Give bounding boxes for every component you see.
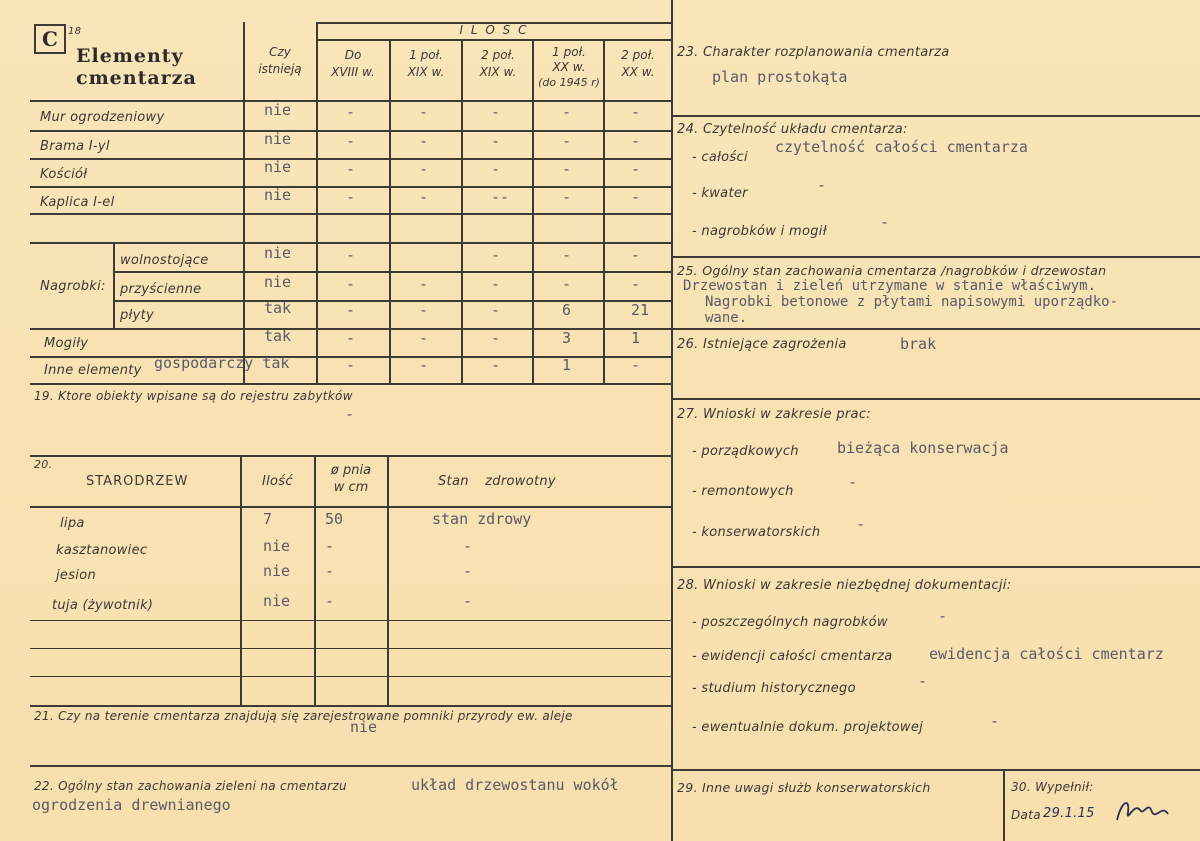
q28-label: 28. Wnioski w zakresie niezbędnej dokumentacji: — [677, 578, 1012, 593]
q28-item-4-value: - — [990, 712, 1000, 730]
element-row-count: - — [562, 246, 572, 264]
element-row-count: - — [419, 132, 429, 150]
element-row-count: - — [346, 275, 356, 293]
element-row-count: - — [419, 356, 429, 374]
divider — [30, 648, 672, 649]
tree-row-state: - — [463, 592, 473, 610]
divider — [240, 455, 242, 705]
divider — [671, 566, 1200, 568]
tree-row-diam: - — [325, 592, 335, 610]
divider — [113, 242, 115, 329]
element-row-count: - — [491, 329, 501, 347]
q22-value-2: ogrodzenia drewnianego — [32, 796, 231, 814]
element-row-count: - — [562, 188, 572, 206]
element-row-count: - — [419, 275, 429, 293]
q24-item-3-value: - — [880, 213, 890, 231]
element-row-exists: gospodarczy tak — [154, 354, 290, 372]
element-row-count: - — [631, 356, 641, 374]
q20-number: 20. — [34, 458, 53, 471]
element-row-exists: nie — [264, 273, 292, 291]
trees-header-name: STARODRZEW — [86, 474, 189, 489]
element-row-label: płyty — [120, 308, 154, 323]
divider — [316, 39, 672, 41]
element-row-label: wolnostojące — [120, 253, 209, 268]
divider — [461, 39, 463, 384]
tree-row-diam: - — [325, 562, 335, 580]
element-row-count: - — [419, 160, 429, 178]
card-title-line1: Elementy — [76, 45, 184, 67]
tree-row-qty: nie — [263, 562, 291, 580]
divider — [1003, 769, 1005, 841]
q19-label: 19. Ktore obiekty wpisane są do rejestru zabytków — [34, 389, 353, 403]
element-row-count: - — [346, 329, 356, 347]
col-header-5: 2 poł. XX w. — [621, 48, 655, 79]
tree-row-name: lipa — [60, 516, 85, 531]
q22-value-1: układ drzewostanu wokół — [411, 776, 619, 794]
col-header-4: 1 poł. XX w. (do 1945 r) — [538, 45, 600, 89]
q28-item-3-value: - — [918, 672, 928, 690]
q25-value-2: Nagrobki betonowe z płytami napisowymi uporządko- — [705, 294, 1119, 310]
q24-item-2-label: - kwater — [692, 186, 748, 201]
element-row-exists: nie — [264, 158, 292, 176]
divider — [671, 0, 673, 841]
q29-label: 29. Inne uwagi służb konserwatorskich — [677, 780, 931, 795]
element-row-count: 3 — [562, 329, 572, 347]
element-row-label: Mogiły — [44, 336, 89, 351]
q27-item-3-value: - — [856, 515, 866, 533]
section-letter-box — [34, 24, 66, 54]
q25-label: 25. Ogólny stan zachowania cmentarza /nagrobków i drzewostan — [677, 263, 1107, 278]
col-header-ilosc: I L O S C — [459, 23, 529, 37]
element-row-count: - — [562, 132, 572, 150]
element-row-count: 6 — [562, 301, 572, 319]
signature — [1112, 790, 1172, 830]
q24-item-1-value: czytelność całości cmentarza — [775, 138, 1028, 156]
divider — [30, 676, 672, 677]
q27-label: 27. Wnioski w zakresie prac: — [677, 407, 871, 422]
element-row-count: - — [631, 275, 641, 293]
tree-row-name: jesion — [56, 568, 96, 583]
divider — [671, 256, 1200, 258]
divider — [671, 328, 1200, 330]
divider — [113, 300, 672, 302]
divider — [30, 765, 672, 767]
element-row-count: 21 — [631, 301, 650, 319]
element-row-exists: tak — [264, 327, 292, 345]
trees-header-diam: ø pnia w cm — [330, 463, 372, 495]
divider — [113, 271, 672, 273]
q26-label: 26. Istniejące zagrożenia — [677, 337, 847, 352]
element-row-count: 1 — [562, 356, 572, 374]
col-header-1: Do XVIII w. — [331, 48, 375, 79]
element-row-count: - — [346, 103, 356, 121]
element-row-count: 1 — [631, 329, 641, 347]
element-row-count: - — [631, 188, 641, 206]
element-row-exists: nie — [264, 130, 292, 148]
tree-row-diam: 50 — [325, 510, 344, 528]
q21-value: nie — [350, 718, 378, 736]
trees-header-state: Stan zdrowotny — [438, 474, 556, 489]
q27-item-1-value: bieżąca konserwacja — [837, 439, 1009, 457]
tree-row-diam: - — [325, 537, 335, 555]
element-row-count: - — [346, 356, 356, 374]
q30-date-value: 29.1.15 — [1043, 806, 1095, 821]
element-row-exists: tak — [264, 299, 292, 317]
tree-row-state: - — [463, 562, 473, 580]
divider — [532, 39, 534, 384]
element-row-count: - — [562, 160, 572, 178]
col-header-3: 2 poł. XIX w. — [479, 48, 517, 79]
element-row-count: - — [346, 246, 356, 264]
element-row-count: - — [419, 188, 429, 206]
q28-item-3-label: - studium historycznego — [692, 681, 856, 696]
q30-date-label: Data — [1011, 808, 1041, 822]
q23-value: plan prostokąta — [712, 68, 848, 86]
divider — [389, 39, 391, 384]
divider — [30, 242, 672, 244]
q27-item-2-label: - remontowych — [692, 484, 794, 499]
q19-value: - — [345, 405, 355, 423]
element-row-count: - — [346, 188, 356, 206]
q27-item-2-value: - — [848, 473, 858, 491]
element-row-count: - — [346, 132, 356, 150]
element-row-count: - — [491, 160, 501, 178]
nagrobki-label: Nagrobki: — [40, 279, 106, 294]
divider — [671, 398, 1200, 400]
element-row-label: Brama I-yl — [40, 139, 110, 154]
q28-item-4-label: - ewentualnie dokum. projektowej — [692, 720, 924, 735]
element-row-count: - — [346, 160, 356, 178]
element-row-count: - — [562, 275, 572, 293]
card-index: 18 — [68, 26, 82, 37]
element-row-count: - — [562, 103, 572, 121]
tree-row-qty: nie — [263, 537, 291, 555]
tree-row-state: stan zdrowy — [432, 510, 532, 528]
tree-row-qty: 7 — [263, 510, 273, 528]
element-row-count: - — [491, 301, 501, 319]
q23-label: 23. Charakter rozplanowania cmentarza — [677, 45, 950, 60]
divider — [30, 620, 672, 621]
q24-item-1-label: - całości — [692, 150, 748, 165]
element-row-exists: nie — [264, 186, 292, 204]
divider — [671, 115, 1200, 117]
q24-label: 24. Czytelność układu cmentarza: — [677, 122, 908, 137]
q24-item-3-label: - nagrobków i mogił — [692, 224, 827, 239]
divider — [671, 769, 1200, 771]
element-row-count: - — [419, 301, 429, 319]
divider — [387, 455, 389, 705]
card-title-line2: cmentarza — [76, 67, 197, 89]
element-row-count: - — [631, 132, 641, 150]
element-row-count: - — [346, 301, 356, 319]
section-letter: C — [42, 27, 58, 51]
element-row-label: Kaplica I-el — [40, 195, 115, 210]
element-row-count: - — [491, 103, 501, 121]
element-row-count: - — [631, 160, 641, 178]
divider — [30, 213, 672, 215]
divider — [603, 39, 605, 384]
element-row-count: - — [419, 103, 429, 121]
element-row-count: -- — [491, 188, 510, 206]
element-row-label: Mur ogrodzeniowy — [40, 110, 165, 125]
q27-item-1-label: - porządkowych — [692, 444, 799, 459]
tree-row-state: - — [463, 537, 473, 555]
tree-row-name: tuja (żywotnik) — [52, 598, 154, 613]
q25-value-1: Drzewostan i zieleń utrzymane w stanie właściwym. — [683, 278, 1097, 294]
element-row-count: - — [631, 103, 641, 121]
q24-item-2-value: - — [817, 176, 827, 194]
q28-item-1-value: - — [938, 607, 948, 625]
element-row-count: - — [491, 132, 501, 150]
col-header-czy: Czy istnieją — [258, 45, 302, 76]
divider — [30, 455, 672, 457]
element-row-label: Inne elementy — [44, 363, 142, 378]
q28-item-2-label: - ewidencji całości cmentarza — [692, 649, 893, 664]
element-row-count: - — [631, 246, 641, 264]
element-row-count: - — [491, 356, 501, 374]
element-row-count: - — [491, 246, 501, 264]
trees-header-qty: Ilość — [262, 474, 293, 489]
q22-label: 22. Ogólny stan zachowania zieleni na cmentarzu — [34, 779, 347, 793]
element-row-count: - — [491, 275, 501, 293]
q28-item-1-label: - poszczególnych nagrobków — [692, 615, 888, 630]
element-row-exists: nie — [264, 244, 292, 262]
q27-item-3-label: - konserwatorskich — [692, 525, 821, 540]
element-row-label: Kościół — [40, 167, 88, 182]
divider — [30, 100, 672, 102]
tree-row-qty: nie — [263, 592, 291, 610]
q28-item-2-value: ewidencja całości cmentarz — [929, 645, 1164, 663]
col-header-2: 1 poł. XIX w. — [407, 48, 445, 79]
element-row-count: - — [419, 329, 429, 347]
divider — [30, 383, 672, 385]
element-row-exists: nie — [264, 101, 292, 119]
divider — [30, 506, 672, 508]
q25-value-3: wane. — [705, 310, 748, 326]
element-row-label: przyścienne — [120, 282, 202, 297]
q26-value: brak — [900, 335, 937, 353]
divider — [30, 705, 672, 707]
q21-label: 21. Czy na terenie cmentarza znajdują się zarejestrowane pomniki przyrody ew. aleje — [34, 709, 573, 723]
q30-label: 30. Wypełnił: — [1011, 780, 1094, 794]
tree-row-name: kasztanowiec — [56, 543, 148, 558]
